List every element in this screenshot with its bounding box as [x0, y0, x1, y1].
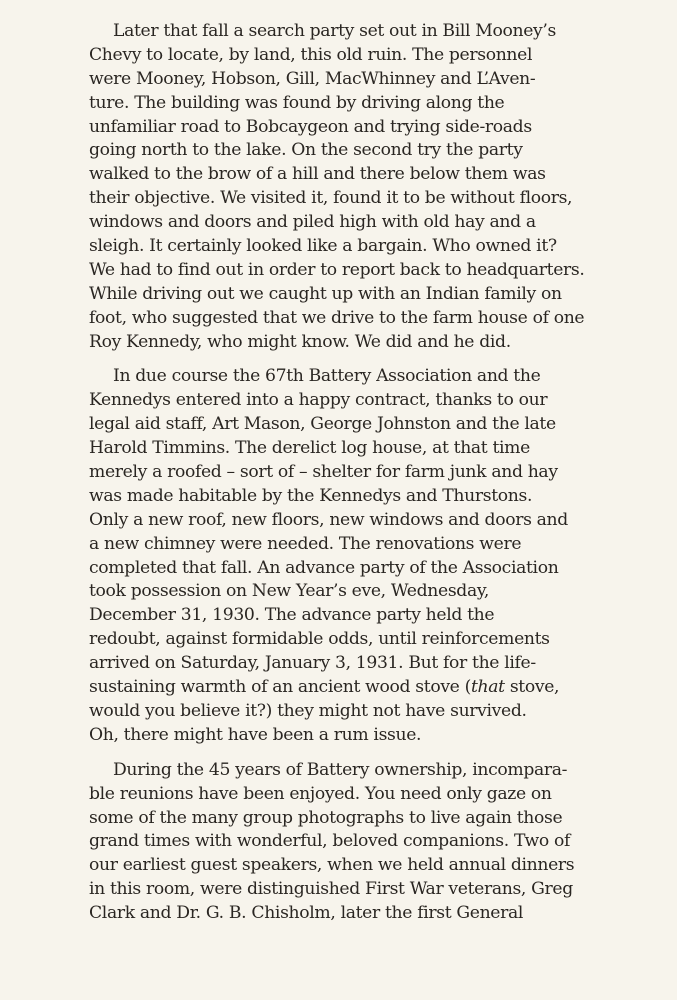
text-line: Later that fall a search party set out in Bill Mooney’s [113, 21, 556, 41]
text-line: sleigh. It certainly looked like a bargain. Who owned it? [89, 236, 557, 257]
text-line: Kennedys entered into a happy contract, thanks to our [89, 390, 548, 411]
text-line: legal aid staff, Art Mason, George Johnston and the late [89, 414, 556, 435]
text-line: Harold Timmins. The derelict log house, at that time [89, 438, 530, 459]
paragraph-reunions [89, 759, 579, 926]
text-line: our earliest guest speakers, when we held annual dinners [89, 855, 575, 876]
text-line: Roy Kennedy, who might know. We did and he did. [89, 331, 511, 352]
text-line: merely a roofed – sort of – shelter for farm junk and hay [89, 462, 558, 483]
text-line: We had to find out in order to report back to headquarters. [89, 259, 585, 280]
text-span: sustaining warmth of an ancient wood stove ( [89, 677, 471, 698]
text-line [89, 676, 579, 700]
text-line: ble reunions have been enjoyed. You need only gaze on [89, 783, 552, 804]
italic-emphasis: that [470, 677, 505, 698]
text-line: Clark and Dr. G. B. Chisholm, later the first General [89, 903, 524, 924]
text-line: completed that fall. An advance party of the Association [89, 557, 559, 578]
text-line: in this room, were distinguished First War veterans, Greg [89, 879, 573, 900]
text-line: ture. The building was found by driving along the [89, 92, 505, 113]
text-line: During the 45 years of Battery ownership, incompara- [113, 759, 568, 780]
text-line: redoubt, against formidable odds, until reinforcements [89, 629, 550, 650]
paragraph-search-party [89, 20, 585, 354]
text-line: Only a new roof, new floors, new windows and doors and [89, 509, 568, 530]
text-line: going north to the lake. On the second try the party [89, 140, 523, 161]
page-body [89, 20, 585, 937]
text-line: grand times with wonderful, beloved companions. Two of [89, 831, 570, 852]
text-line: windows and doors and piled high with old hay and a [89, 212, 536, 233]
text-line: arrived on Saturday, January 3, 1931. But for the life- [89, 653, 536, 674]
text-line: some of the many group photographs to live again those [89, 807, 563, 828]
text-line: a new chimney were needed. The renovations were [89, 533, 522, 554]
text-line: would you believe it?) they might not have survived. [89, 700, 527, 721]
text-line: Chevy to locate, by land, this old ruin. The personnel [89, 44, 533, 65]
text-span: stove, [504, 677, 560, 698]
text-line: were Mooney, Hobson, Gill, MacWhinney and L’Aven- [89, 68, 536, 89]
paragraph-kennedy-contract [89, 365, 579, 747]
text-line: unfamiliar road to Bobcaygeon and trying side-roads [89, 116, 532, 137]
text-line: Oh, there might have been a rum issue. [89, 724, 422, 745]
text-line: walked to the brow of a hill and there below them was [89, 164, 546, 185]
text-line: In due course the 67th Battery Association and the [113, 366, 541, 387]
text-line: December 31, 1930. The advance party held the [89, 605, 495, 626]
text-line: took possession on New Year’s eve, Wednesday, [89, 581, 490, 602]
text-line: was made habitable by the Kennedys and Thurstons. [89, 485, 533, 506]
text-line: While driving out we caught up with an Indian family on [89, 283, 562, 304]
text-line: foot, who suggested that we drive to the farm house of one [89, 307, 585, 328]
text-line: their objective. We visited it, found it to be without floors, [89, 188, 573, 209]
